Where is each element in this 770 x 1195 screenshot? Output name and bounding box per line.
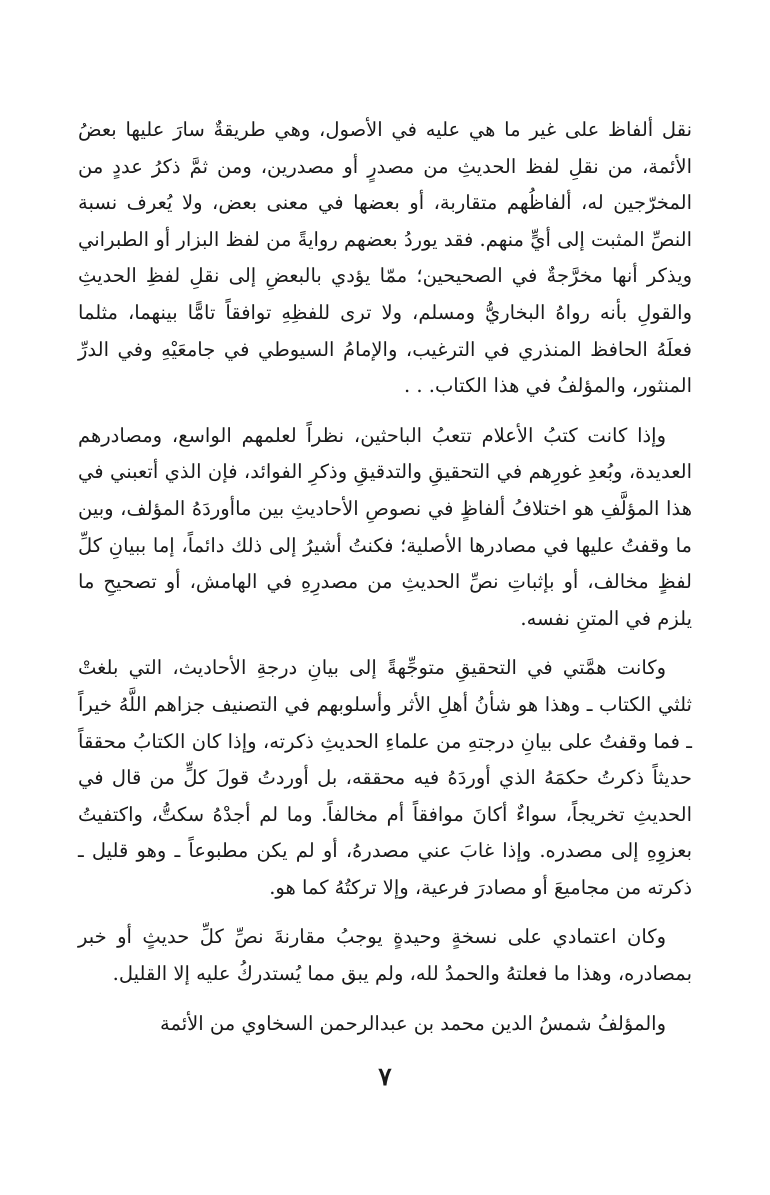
paragraph-4: وكان اعتمادي على نسخةٍ وحيدةٍ يوجبُ مقارنةَ نصِّ كلِّ حديثٍ أو خبر بمصادره، وهذا ما فعلتهُ والحمدُ لله، ولم يبق مما يُستدركُ عليه إلا القليل. (78, 925, 692, 986)
paragraph-1: نقل ألفاظ على غير ما هي عليه في الأصول، وهي طريقةٌ سارَ عليها بعضُ الأئمة، من نقلِ لفظ الحديثِ من مصدرٍ أو مصدرين، ومن ثمَّ ذكرُ عددٍ من المخرّجين له، ألفاظُهم متقاربة، أو بعضها في معنى بعض، ولا يُعرف نسبة النصِّ المثبت إلى أيٍّ منهم. فقد يوردُ بعضهم روايةً من لفظ البزار أو الطبراني ويذكر أنها مخرَّجةٌ في الصحيحين؛ ممّا يؤدي بالبعضِ إلى نقلِ لفظِ الحديثِ والقولِ بأنه رواهُ البخاريُّ ومسلم، ولا ترى للفظِهِ توافقاً تامًّا بينهما، مثلما فعلَهُ الحافظ المنذري في الترغيب، والإمامُ السيوطي في جامعَيْهِ وفي الدرِّ المنثور، والمؤلفُ في هذا الكتاب. . . (78, 118, 692, 398)
paragraph-2: وإذا كانت كتبُ الأعلام تتعبُ الباحثين، نظراً لعلمهم الواسع، ومصادرهم العديدة، وبُعدِ غورِهم في التحقيقِ والتدقيقِ وذكرِ الفوائد، فإن الذي أتعبني في هذا المؤلَّفِ هو اختلافُ ألفاظٍ في نصوصِ الأحاديثِ بين ماأوردَهُ المؤلف، وبين ما وقفتُ عليها في مصادرها الأصلية؛ فكنتُ أشيرُ إلى ذلك دائماً، إما ببيانِ كلِّ لفظٍ مخالف، أو بإثباتِ نصِّ الحديثِ من مصدرِهِ في الهامش، أو تصحيحِ ما يلزم في المتنِ نفسه. (78, 423, 692, 630)
page-number: ٧ (378, 1062, 392, 1091)
page-body (78, 112, 692, 1042)
paragraph-3: وكانت همَّتي في التحقيقِ متوجِّهةً إلى بيانِ درجةِ الأحاديث، التي بلغتْ ثلثي الكتاب ـ وهذا هو شأنُ أهلِ الأثر وأسلوبهم في التصنيف جزاهم اللَّهُ خيراً ـ فما وقفتُ على بيانِ درجتهِ من علماءِ الحديثِ ذكرته، وإذا كان الكتابُ محققاً حديثاً ذكرتُ حكمَهُ الذي أوردَهُ فيه محققه، بل أوردتُ قولَ كلٍّ من قال في الحديثِ تخريجاً، سواءٌ أكانَ موافقاً أم مخالفاً. وما لم أجدْهُ سكتُّ، واكتفيتُ بعزوِهِ إلى مصدره. وإذا غابَ عني مصدرهُ، أو لم يكن مطبوعاً ـ وهو قليل ـ ذكرته من مجاميعَ أو مصادرَ فرعية، وإلا تركتُهُ كما هو. (78, 656, 692, 899)
paragraph-5: والمؤلفُ شمسُ الدين محمد بن عبدالرحمن السخاوي من الأئمة (160, 1011, 666, 1035)
